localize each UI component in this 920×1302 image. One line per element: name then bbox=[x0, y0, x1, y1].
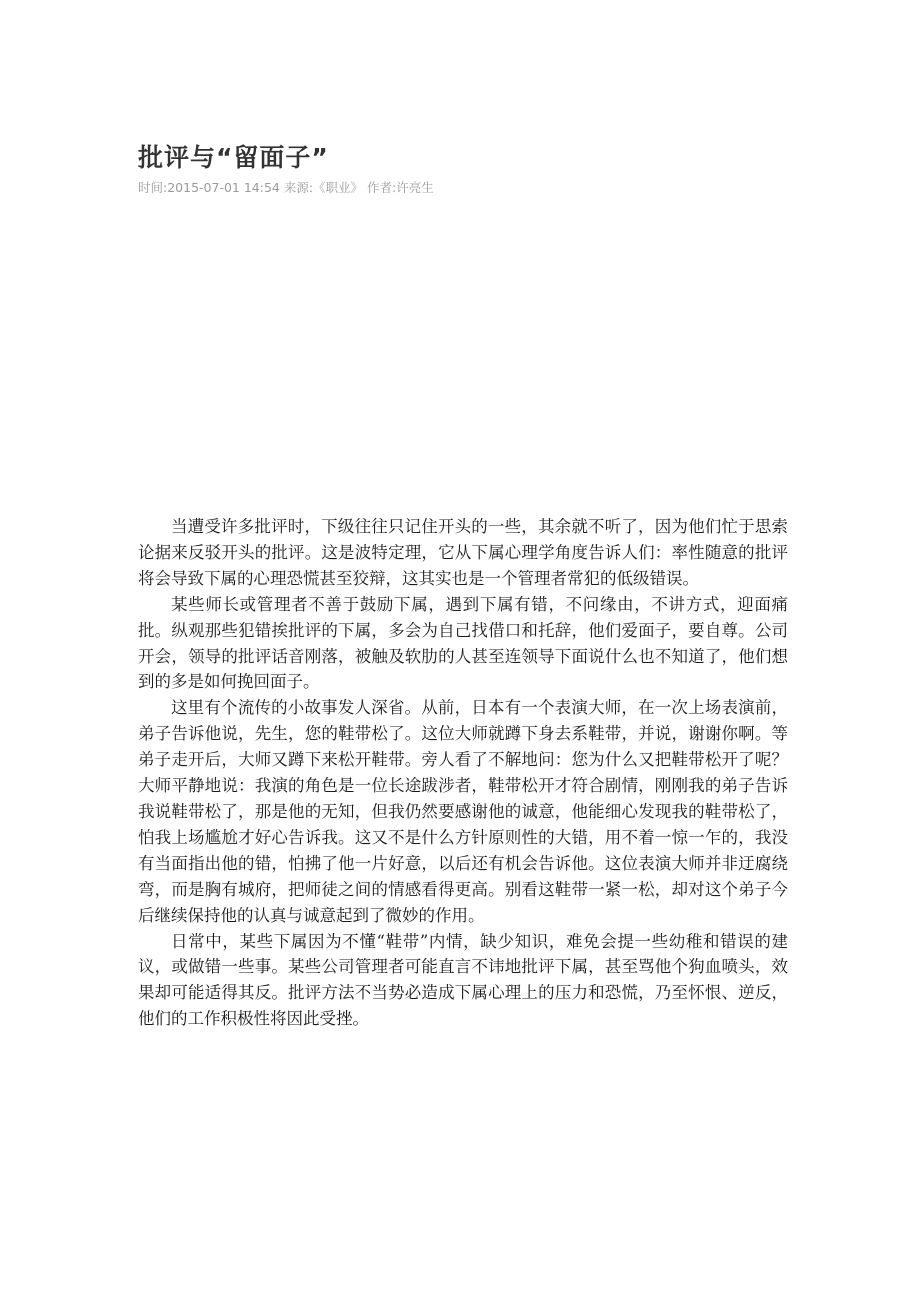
paragraph: 这里有个流传的小故事发人深省。从前，日本有一个表演大师，在一次上场表演前，弟子告诉他说，先生，您的鞋带松了。这位大师就蹲下身去系鞋带，并说，谢谢你啊。等弟子走开后，大师又蹲下来松开鞋带。旁人看了不解地问：您为什么又把鞋带松开了呢？大师平静地说：我演的角色是一位长途跋涉者，鞋带松开才符合剧情，刚刚我的弟子告诉我说鞋带松了，那是他的无知，但我仍然要感谢他的诚意，他能细心发现我的鞋带松了，怕我上场尴尬才好心告诉我。这又不是什么方针原则性的大错，用不着一惊一乍的，我没有当面指出他的错，怕拂了他一片好意，以后还有机会告诉他。这位表演大师并非迂腐绕弯，而是胸有城府，把师徒之间的情感看得更高。别看这鞋带一紧一松，却对这个弟子今后继续保持他的认真与诚意起到了微妙的作用。 bbox=[138, 698, 788, 925]
source-label: 来源: bbox=[279, 180, 314, 195]
author-value: 许亮生 bbox=[396, 180, 434, 195]
source-value: 《职业》 bbox=[313, 180, 364, 195]
paragraph: 日常中，某些下属因为不懂“鞋带”内情，缺少知识，难免会提一些幼稚和错误的建议，或做错一些事。某些公司管理者可能直言不讳地批评下属，甚至骂他个狗血喷头，效果却可能适得其反。批评方法不当势必造成下属心理上的压力和恐慌，乃至怀恨、逆反，他们的工作积极性将因此受挫。 bbox=[138, 931, 788, 1029]
author-label: 作者: bbox=[363, 180, 397, 195]
time-value: 2015-07-01 14:54 bbox=[167, 180, 280, 195]
article-body bbox=[138, 514, 788, 1032]
time-label: 时间: bbox=[138, 180, 168, 195]
paragraph: 当遭受许多批评时，下级往往只记住开头的一些，其余就不听了，因为他们忙于思索论据来反驳开头的批评。这是波特定理，它从下属心理学角度告诉人们：率性随意的批评将会导致下属的心理恐慌甚至狡辩，这其实也是一个管理者常犯的低级错误。 bbox=[138, 517, 788, 588]
article-meta bbox=[138, 180, 434, 196]
article-title: 批评与“留面子” bbox=[138, 143, 329, 172]
paragraph: 某些师长或管理者不善于鼓励下属，遇到下属有错，不问缘由，不讲方式，迎面痛批。纵观那些犯错挨批评的下属，多会为自己找借口和托辞，他们爱面子，要自尊。公司开会，领导的批评话音刚落，被触及软肋的人甚至连领导下面说什么也不知道了，他们想到的多是如何挽回面子。 bbox=[138, 594, 788, 692]
